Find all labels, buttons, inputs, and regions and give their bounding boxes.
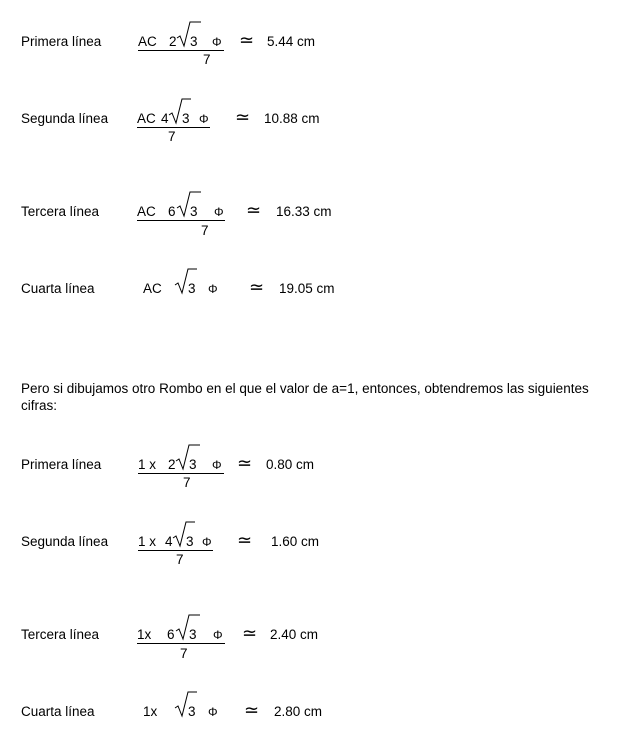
radicand: 3 (188, 281, 196, 296)
row-label: Primera línea (21, 457, 102, 472)
approx-symbol: ≃ (237, 453, 253, 473)
fraction-bar (137, 127, 210, 128)
row-label: Primera línea (21, 34, 102, 49)
radicand: 3 (188, 704, 196, 719)
radicand: 3 (190, 34, 198, 49)
phi-symbol: Φ (199, 112, 209, 126)
result-value: 2.40 cm (270, 627, 319, 642)
approx-symbol: ≃ (242, 623, 258, 643)
phi-symbol: Φ (202, 535, 212, 549)
formula-prefix: AC (137, 111, 156, 126)
formula-prefix: 1 x (138, 457, 157, 472)
radicand: 3 (189, 627, 197, 642)
formula-coefficient: 2 (168, 457, 176, 472)
denominator: 7 (183, 475, 191, 490)
result-value: 2.80 cm (274, 704, 323, 719)
approx-symbol: ≃ (246, 200, 262, 220)
formula-coefficient: 4 (165, 534, 173, 549)
row-label: Tercera línea (21, 627, 100, 642)
row-label: Segunda línea (21, 534, 109, 549)
approx-symbol: ≃ (249, 277, 265, 297)
fraction-bar (137, 220, 225, 221)
row-label: Cuarta línea (21, 281, 95, 296)
radicand: 3 (182, 111, 190, 126)
denominator: 7 (176, 552, 184, 567)
fraction-bar (138, 550, 213, 551)
fraction-bar (138, 473, 224, 474)
radicand: 3 (190, 204, 198, 219)
denominator: 7 (201, 223, 209, 238)
formula-coefficient: 2 (169, 34, 177, 49)
approx-symbol: ≃ (244, 700, 260, 720)
result-value: 16.33 cm (276, 204, 332, 219)
formula-prefix: 1x (143, 704, 158, 719)
formula-prefix: 1x (137, 627, 152, 642)
row-label: Cuarta línea (21, 704, 95, 719)
row-label: Tercera línea (21, 204, 100, 219)
explanation-paragraph: Pero si dibujamos otro Rombo en el que el valor de a=1, entonces, obtendremos las siguientes cifras: (21, 381, 589, 413)
formula-coefficient: 6 (168, 204, 176, 219)
formula-prefix: 1 x (138, 534, 157, 549)
fraction-bar (138, 50, 224, 51)
phi-symbol: Φ (212, 35, 222, 49)
formula-prefix: AC (143, 281, 162, 296)
approx-symbol: ≃ (237, 530, 253, 550)
phi-symbol: Φ (212, 458, 222, 472)
denominator: 7 (203, 52, 211, 67)
formula-coefficient: 4 (161, 111, 169, 126)
result-value: 1.60 cm (271, 534, 320, 549)
phi-symbol: Φ (214, 205, 224, 219)
radicand: 3 (189, 457, 197, 472)
radicand: 3 (186, 534, 194, 549)
formula-prefix: AC (137, 204, 156, 219)
denominator: 7 (180, 646, 188, 661)
formula-coefficient: 6 (167, 627, 175, 642)
approx-symbol: ≃ (239, 30, 255, 50)
denominator: 7 (168, 129, 176, 144)
result-value: 5.44 cm (267, 34, 316, 49)
result-value: 10.88 cm (264, 111, 320, 126)
result-value: 0.80 cm (266, 457, 315, 472)
phi-symbol: Φ (208, 705, 218, 719)
phi-symbol: Φ (208, 282, 218, 296)
formula-prefix: AC (138, 34, 157, 49)
result-value: 19.05 cm (279, 281, 335, 296)
approx-symbol: ≃ (235, 107, 251, 127)
phi-symbol: Φ (213, 628, 223, 642)
row-label: Segunda línea (21, 111, 109, 126)
fraction-bar (137, 643, 225, 644)
